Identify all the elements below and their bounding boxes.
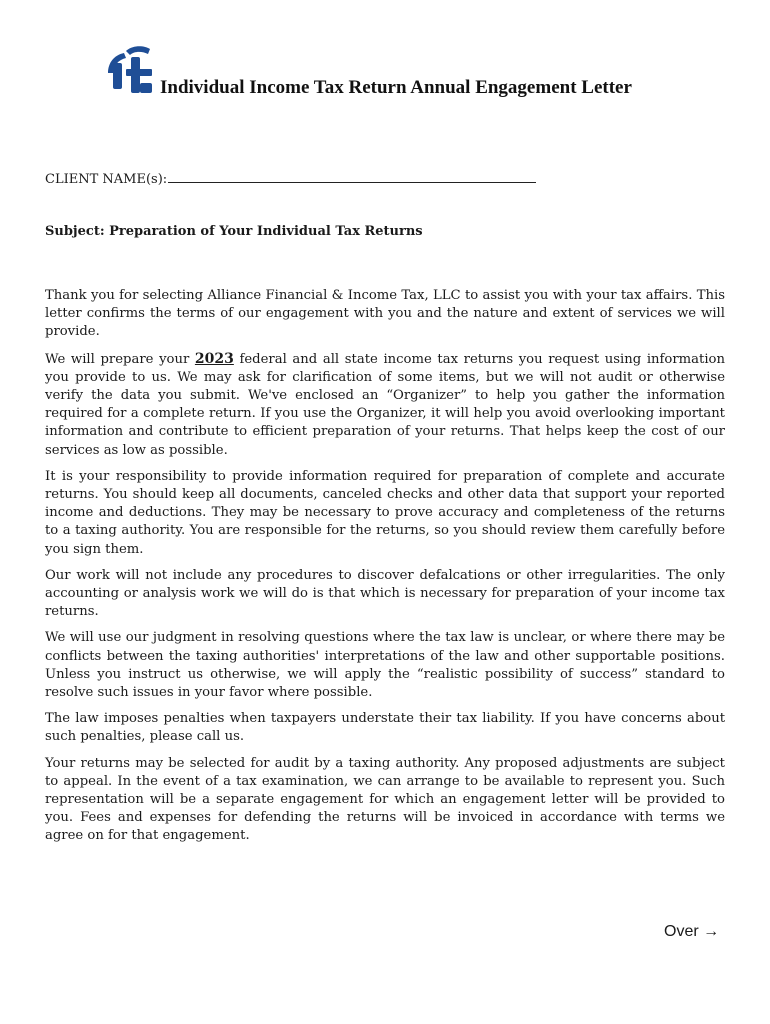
paragraph-3: It is your responsibility to provide information required for preparation of complete and accurate returns. You should keep all documents, canceled checks and other data that support your reported income and deductions. They may be necessary to prove accuracy and completeness of the returns to a taxing authority. You are responsible for the returns, so you should review them carefully before you sign them. [45, 468, 725, 557]
alliance-financial-logo-icon [104, 45, 156, 95]
client-name-line[interactable] [168, 170, 536, 183]
document-title: Individual Income Tax Return Annual Engagement Letter [160, 77, 632, 98]
paragraph-7: Your returns may be selected for audit by a taxing authority. Any proposed adjustments are subject to appeal. In the event of a tax examination, we can arrange to be available to represent you. Such representation will be a separate engagement for which an engagement letter will be provided to you. Fees and expenses for defending the returns will be invoiced in accordance with terms we agree on for that engagement. [45, 755, 725, 844]
subject-line: Subject: Preparation of Your Individual Tax Returns [45, 224, 423, 239]
paragraph-6: The law imposes penalties when taxpayers understate their tax liability. If you have concerns about such penalties, please call us. [45, 711, 725, 745]
paragraph-2-end: federal and all state income tax returns you request using information you provide to us. We may ask for clarification of some items, but we will not audit or otherwise verify the data you submit. We've enclosed an “Organizer” to help you gather the information required for a complete return. If you use the Organizer, it will help you avoid overlooking important information and contribute to efficient preparation of your returns. That helps keep the cost of our services as low as possible. [45, 351, 725, 458]
paragraph-2 [45, 350, 725, 460]
paragraph-1: Thank you for selecting Alliance Financial & Income Tax, LLC to assist you with your tax affairs. This letter confirms the terms of our engagement with you and the nature and extent of services we will provide. [45, 288, 725, 340]
paragraph-2-start: We will prepare your [45, 351, 195, 367]
page-over-indicator: Over → [664, 923, 720, 940]
client-name-field [45, 170, 536, 187]
paragraph-5: We will use our judgment in resolving questions where the tax law is unclear, or where there may be conflicts between the taxing authorities' interpretations of the law and other supportable positions. Unless you instruct us otherwise, we will apply the “realistic possibility of success” standard to resolve such issues in your favor where possible. [45, 630, 725, 701]
paragraph-4: Our work will not include any procedures to discover defalcations or other irregularities. The only accounting or analysis work we will do is that which is necessary for preparation of your income tax returns. [45, 567, 725, 620]
tax-year: 2023 [194, 350, 234, 367]
client-name-label: CLIENT NAME(s): [45, 172, 168, 187]
letter-body [45, 287, 725, 854]
